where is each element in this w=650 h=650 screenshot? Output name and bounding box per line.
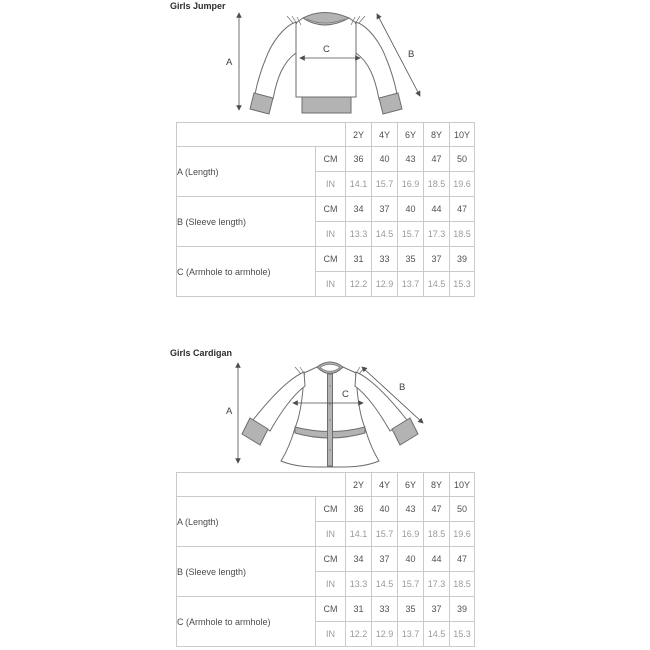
- value-cell: 39: [450, 247, 475, 272]
- measurement-label-cell: B (Sleeve length): [177, 197, 316, 247]
- value-cell: 37: [372, 547, 398, 572]
- value-cell: 14.5: [372, 222, 398, 247]
- table-row: [177, 473, 475, 497]
- value-cell: 15.7: [398, 222, 424, 247]
- unit-cell: IN: [316, 622, 346, 647]
- cardigan-section-title: Girls Cardigan: [170, 348, 233, 358]
- value-cell: 18.5: [424, 172, 450, 197]
- value-cell: 43: [398, 497, 424, 522]
- unit-cell: IN: [316, 172, 346, 197]
- value-cell: 13.3: [346, 572, 372, 597]
- table-row: [177, 123, 475, 147]
- unit-cell: CM: [316, 147, 346, 172]
- value-cell: 14.1: [346, 172, 372, 197]
- value-cell: 37: [372, 197, 398, 222]
- unit-cell: CM: [316, 497, 346, 522]
- value-cell: 14.1: [346, 522, 372, 547]
- value-cell: 13.7: [398, 622, 424, 647]
- value-cell: 36: [346, 497, 372, 522]
- cardigan-size-table: [176, 472, 475, 647]
- table-row: [177, 497, 475, 522]
- unit-cell: CM: [316, 247, 346, 272]
- value-cell: 15.7: [372, 522, 398, 547]
- value-cell: 12.9: [372, 272, 398, 297]
- value-cell: 34: [346, 547, 372, 572]
- size-header-cell: 10Y: [450, 473, 475, 497]
- measurement-label-cell: C (Armhole to armhole): [177, 247, 316, 297]
- value-cell: 40: [372, 497, 398, 522]
- value-cell: 44: [424, 197, 450, 222]
- jumper-size-table: [176, 122, 475, 297]
- jumper-diagram: [218, 8, 430, 122]
- unit-cell: IN: [316, 272, 346, 297]
- value-cell: 40: [398, 197, 424, 222]
- jumper-label-a: A: [226, 57, 233, 68]
- size-header-cell: 2Y: [346, 123, 372, 147]
- unit-cell: CM: [316, 197, 346, 222]
- jumper-label-c: C: [323, 44, 330, 55]
- jumper-body: [296, 18, 356, 97]
- value-cell: 15.3: [450, 622, 475, 647]
- measurement-label-cell: C (Armhole to armhole): [177, 597, 316, 647]
- value-cell: 17.3: [424, 572, 450, 597]
- size-header-cell: 6Y: [398, 473, 424, 497]
- corner-cell: [177, 123, 346, 147]
- value-cell: 16.9: [398, 172, 424, 197]
- size-header-cell: 6Y: [398, 123, 424, 147]
- size-header-cell: 8Y: [424, 123, 450, 147]
- value-cell: 47: [450, 197, 475, 222]
- value-cell: 35: [398, 597, 424, 622]
- value-cell: 19.6: [450, 172, 475, 197]
- value-cell: 47: [450, 547, 475, 572]
- value-cell: 31: [346, 597, 372, 622]
- value-cell: 50: [450, 147, 475, 172]
- cardigan-diagram: [218, 358, 458, 470]
- value-cell: 36: [346, 147, 372, 172]
- jumper-label-b: B: [408, 49, 415, 60]
- cardigan-label-a: A: [226, 406, 233, 417]
- value-cell: 40: [372, 147, 398, 172]
- jumper-drawing: [250, 13, 402, 115]
- value-cell: 37: [424, 597, 450, 622]
- jumper-sleeve-left: [255, 22, 296, 99]
- value-cell: 43: [398, 147, 424, 172]
- table-row: [177, 547, 475, 572]
- value-cell: 12.2: [346, 622, 372, 647]
- unit-cell: IN: [316, 522, 346, 547]
- cardigan-label-c: C: [342, 389, 349, 400]
- size-header-cell: 8Y: [424, 473, 450, 497]
- table-row: [177, 197, 475, 222]
- unit-cell: CM: [316, 597, 346, 622]
- value-cell: 14.5: [372, 572, 398, 597]
- value-cell: 50: [450, 497, 475, 522]
- value-cell: 40: [398, 547, 424, 572]
- table-row: [177, 147, 475, 172]
- value-cell: 44: [424, 547, 450, 572]
- measurement-label-cell: A (Length): [177, 497, 316, 547]
- jumper-sleeve-right: [356, 22, 397, 99]
- value-cell: 19.6: [450, 522, 475, 547]
- value-cell: 13.3: [346, 222, 372, 247]
- value-cell: 18.5: [424, 522, 450, 547]
- value-cell: 12.9: [372, 622, 398, 647]
- value-cell: 47: [424, 497, 450, 522]
- size-header-cell: 4Y: [372, 473, 398, 497]
- size-header-cell: 4Y: [372, 123, 398, 147]
- value-cell: 15.7: [398, 572, 424, 597]
- value-cell: 14.5: [424, 622, 450, 647]
- value-cell: 47: [424, 147, 450, 172]
- value-cell: 33: [372, 247, 398, 272]
- value-cell: 15.3: [450, 272, 475, 297]
- measurement-label-cell: B (Sleeve length): [177, 547, 316, 597]
- jumper-section-title: Girls Jumper: [170, 1, 226, 11]
- value-cell: 18.5: [450, 572, 475, 597]
- size-header-cell: 10Y: [450, 123, 475, 147]
- value-cell: 34: [346, 197, 372, 222]
- cardigan-label-b: B: [399, 382, 406, 393]
- corner-cell: [177, 473, 346, 497]
- cardigan-drawing: [242, 362, 418, 467]
- value-cell: 35: [398, 247, 424, 272]
- unit-cell: CM: [316, 547, 346, 572]
- value-cell: 12.2: [346, 272, 372, 297]
- measurement-label-cell: A (Length): [177, 147, 316, 197]
- value-cell: 13.7: [398, 272, 424, 297]
- value-cell: 14.5: [424, 272, 450, 297]
- unit-cell: IN: [316, 572, 346, 597]
- value-cell: 39: [450, 597, 475, 622]
- jumper-hem-band: [302, 97, 351, 113]
- table-row: [177, 247, 475, 272]
- table-row: [177, 597, 475, 622]
- size-header-cell: 2Y: [346, 473, 372, 497]
- unit-cell: IN: [316, 222, 346, 247]
- value-cell: 17.3: [424, 222, 450, 247]
- value-cell: 37: [424, 247, 450, 272]
- value-cell: 31: [346, 247, 372, 272]
- value-cell: 15.7: [372, 172, 398, 197]
- value-cell: 16.9: [398, 522, 424, 547]
- value-cell: 18.5: [450, 222, 475, 247]
- value-cell: 33: [372, 597, 398, 622]
